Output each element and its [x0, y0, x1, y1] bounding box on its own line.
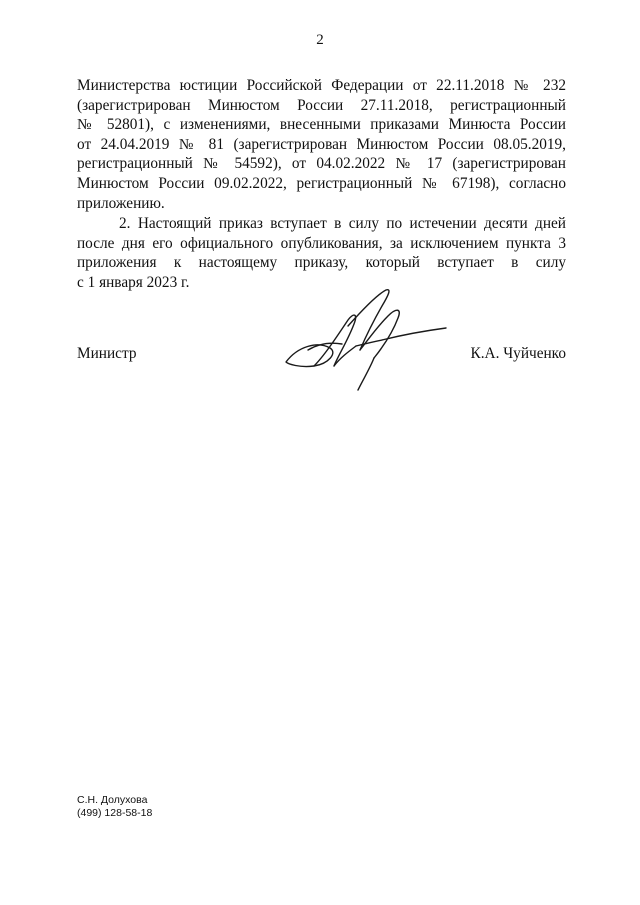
contact-block	[77, 794, 152, 819]
text-line: приложения к настоящему приказу, который вступает в силу	[77, 254, 566, 272]
handwritten-signature	[278, 286, 448, 396]
signatory-name: К.А. Чуйченко	[470, 345, 566, 362]
paragraph-2	[77, 214, 566, 292]
text-line: после дня его официального опубликования, за исключением пункта 3	[77, 234, 566, 252]
text-line: Министерства юстиции Российской Федерации от 22.11.2018 № 232	[77, 77, 566, 94]
contact-phone: (499) 128-58-18	[77, 806, 153, 819]
contact-name: С.Н. Долухова	[77, 794, 148, 806]
text-line: приложению.	[77, 194, 165, 212]
text-line: № 52801), с изменениями, внесенными приказами Минюста России	[77, 116, 566, 134]
text-line: от 24.04.2019 № 81 (зарегистрирован Минюстом России 08.05.2019,	[77, 135, 566, 153]
paragraph-1	[77, 76, 566, 213]
text-line: регистрационный № 54592), от 04.02.2022 № 17 (зарегистрирован	[77, 155, 566, 173]
text-line: Минюстом России 09.02.2022, регистрационный № 67198), согласно	[77, 174, 566, 192]
signatory-title: Министр	[77, 345, 137, 362]
text-line: с 1 января 2023 г.	[77, 273, 190, 291]
text-line: (зарегистрирован Минюстом России 27.11.2018, регистрационный	[77, 96, 566, 114]
page-number: 2	[316, 32, 324, 48]
text-line: 2. Настоящий приказ вступает в силу по истечении десяти дней	[119, 215, 566, 232]
